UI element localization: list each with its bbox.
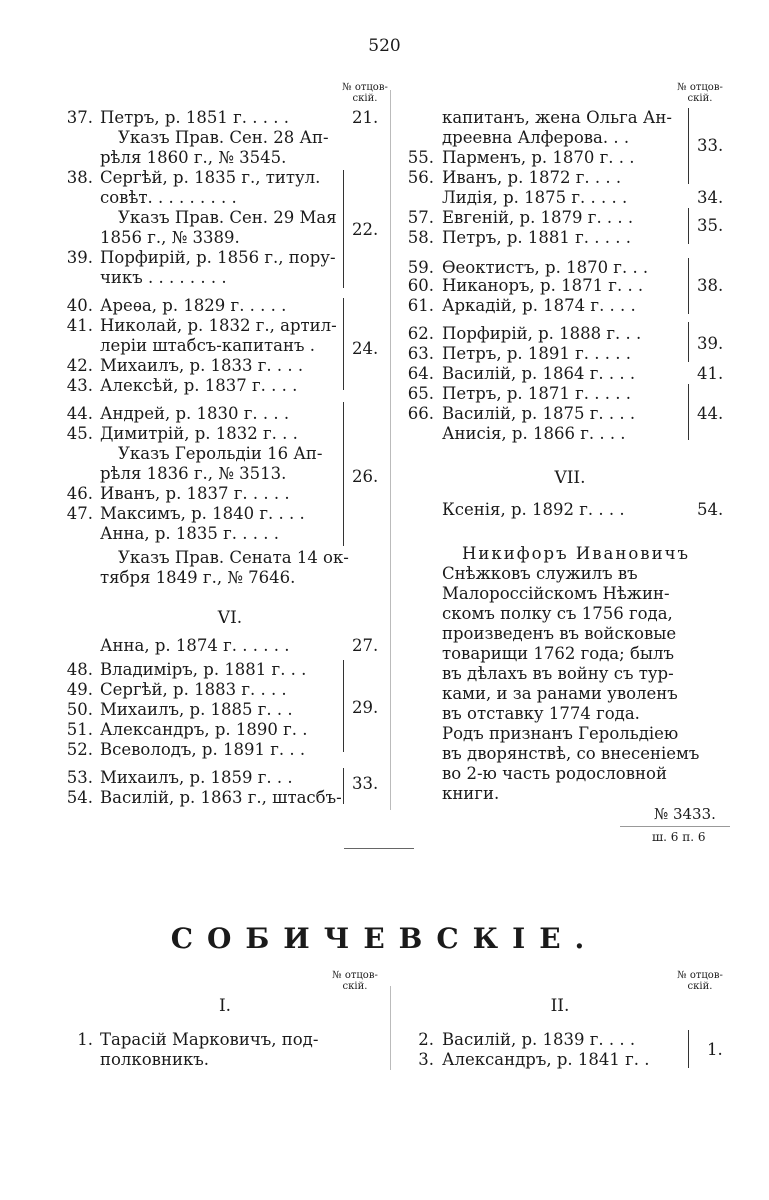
narrative-line: произведенъ въ войсковые <box>442 624 677 643</box>
entry-text: Ѳеоктистъ, р. 1870 г. . . <box>442 258 649 277</box>
entry-text: полковникъ. <box>100 1050 209 1069</box>
entry-text: Сергѣй, р. 1883 г. . . . <box>100 680 287 699</box>
column-header-sob-right: № отцов-скій. <box>677 970 723 992</box>
ref-44: 44. <box>697 404 724 423</box>
entry-number: 54. <box>66 788 93 807</box>
entry-text: Иванъ, р. 1872 г. . . . <box>442 168 622 187</box>
entry-text: Петръ, р. 1881 г. . . . . <box>442 228 631 247</box>
entry-text: Василій, р. 1839 г. . . . <box>442 1030 636 1049</box>
entry-number: 62. <box>407 324 434 343</box>
entry-text: совѣт. . . . . . . . . <box>100 188 237 207</box>
entry-number: 49. <box>66 680 93 699</box>
entry-text: рѣля 1860 г., № 3545. <box>100 148 287 167</box>
entry-number: 64. <box>407 364 434 383</box>
entry-text: Указъ Герольдіи 16 Ап- <box>118 444 323 463</box>
narrative <box>442 544 714 804</box>
entry-number: 44. <box>66 404 93 423</box>
brace-39 <box>688 322 689 362</box>
document-number: № 3433. <box>654 805 716 823</box>
entry-number: 1. <box>77 1030 93 1049</box>
entry-text: Ареѳа, р. 1829 г. . . . . <box>100 296 287 315</box>
narrative-line: въ отставку 1774 года. <box>442 704 640 723</box>
narrative-line: ками, и за ранами уволенъ <box>442 684 678 703</box>
brace-44 <box>688 384 689 440</box>
brace-sob-1 <box>688 1030 689 1068</box>
column-header-left: № отцов-скій. <box>342 82 388 104</box>
entry-text: Андрей, р. 1830 г. . . . <box>100 404 290 423</box>
entry-number: 46. <box>66 484 93 503</box>
entry-number: 2. <box>418 1030 434 1049</box>
entry-text: Указъ Прав. Сен. 29 Мая <box>118 208 337 227</box>
entry-number: 57. <box>407 208 434 227</box>
ref-22: 22. <box>352 220 379 239</box>
brace-33-right <box>688 108 689 184</box>
entry-text: дреевна Алферова. . . <box>442 128 630 147</box>
entry-text: тября 1849 г., № 7646. <box>100 568 296 587</box>
entry-text: Алексѣй, р. 1837 г. . . . <box>100 376 298 395</box>
narrative-line: Никифоръ Ивановичъ <box>462 544 690 563</box>
entry-text: Аркадій, р. 1874 г. . . . <box>442 296 636 315</box>
entry-number: 38. <box>66 168 93 187</box>
ref-33-right: 33. <box>697 136 724 155</box>
entry-text: Анна, р. 1835 г. . . . . <box>100 524 279 543</box>
entry-text: Василій, р. 1863 г., штасбъ- <box>100 788 342 807</box>
entry-number: 3. <box>418 1050 434 1069</box>
ref-24: 24. <box>352 339 379 358</box>
section-vii: VII. <box>554 468 586 488</box>
entry-number: 48. <box>66 660 93 679</box>
entry-number: 42. <box>66 356 93 375</box>
entry-text: Петръ, р. 1851 г. . . . . <box>100 108 289 127</box>
entry-ref: 34. <box>697 188 724 207</box>
entry-text: Указъ Прав. Сен. 28 Ап- <box>118 128 329 147</box>
brace-33-left <box>343 768 344 804</box>
entry-text: Владиміръ, р. 1881 г. . . <box>100 660 307 679</box>
narrative-line: скомъ полку съ 1756 года, <box>442 604 673 623</box>
entry-text: Порфирій, р. 1888 г. . . <box>442 324 642 343</box>
entry-text: Петръ, р. 1891 г. . . . . <box>442 344 631 363</box>
vii-entry <box>442 500 625 520</box>
column-header-right: № отцов-скій. <box>677 82 723 104</box>
entry-number: 51. <box>66 720 93 739</box>
entry-number: 59. <box>407 258 434 277</box>
brace-35 <box>688 208 689 244</box>
vii-entry-ref: 54. <box>697 500 724 519</box>
entry-text: Никаноръ, р. 1871 г. . . <box>442 276 644 295</box>
entry-text: Михаилъ, р. 1833 г. . . . <box>100 356 304 375</box>
entry-text: Михаилъ, р. 1885 г. . . <box>100 700 293 719</box>
narrative-line: Снѣжковъ служилъ въ <box>442 564 638 583</box>
entry-text: Сергѣй, р. 1835 г., титул. <box>100 168 321 187</box>
entry-text: Порфирій, р. 1856 г., пору- <box>100 248 336 267</box>
section-ii: II. <box>550 996 570 1016</box>
brace-29 <box>343 660 344 752</box>
entry-text: Максимъ, р. 1840 г. . . . <box>100 504 305 523</box>
column-divider <box>390 90 391 810</box>
brace-26 <box>343 402 344 546</box>
entry-text: Александръ, р. 1890 г. . <box>100 720 308 739</box>
entry-number: 60. <box>407 276 434 295</box>
narrative-line: товарищи 1762 года; былъ <box>442 644 674 663</box>
entry-number: 43. <box>66 376 93 395</box>
narrative-line: книги. <box>442 784 500 803</box>
entry-text: Михаилъ, р. 1859 г. . . <box>100 768 293 787</box>
entry-number: 50. <box>66 700 93 719</box>
entry-text: Анна, р. 1874 г. . . . . . <box>100 636 290 655</box>
entry-text: капитанъ, жена Ольга Ан- <box>442 108 672 127</box>
entry-number: 39. <box>66 248 93 267</box>
column-header-sob-left: № отцов-скій. <box>332 970 378 992</box>
entry-number: 63. <box>407 344 434 363</box>
ref-29: 29. <box>352 698 379 717</box>
brace-22 <box>343 170 344 288</box>
entry-number: 40. <box>66 296 93 315</box>
narrative-line: во 2-ю часть родословной <box>442 764 667 783</box>
entry-number: 55. <box>407 148 434 167</box>
entry-text: Николай, р. 1832 г., артил- <box>100 316 337 335</box>
entry-text: Евгеній, р. 1879 г. . . . <box>442 208 634 227</box>
entry-number: 56. <box>407 168 434 187</box>
entry-text: Иванъ, р. 1837 г. . . . . <box>100 484 290 503</box>
family-title: СОБИЧЕВСКІЕ. <box>170 922 599 955</box>
entry-ref: 27. <box>352 636 379 655</box>
ref-33-left: 33. <box>352 774 379 793</box>
entry-number: 45. <box>66 424 93 443</box>
entry-text: Анисія, р. 1866 г. . . . <box>442 424 626 443</box>
shelf-rule <box>620 826 730 827</box>
ref-sob-1: 1. <box>707 1040 723 1059</box>
entry-text: Василій, р. 1875 г. . . . <box>442 404 636 423</box>
narrative-line: въ дворянствѣ, со внесеніемъ <box>442 744 700 763</box>
ref-38: 38. <box>697 276 724 295</box>
entry-text: Тарасій Марковичъ, под- <box>100 1030 319 1049</box>
entry-text: Димитрій, р. 1832 г. . . <box>100 424 298 443</box>
entry-number: 52. <box>66 740 93 759</box>
section-i: I. <box>218 996 232 1016</box>
ref-35: 35. <box>697 216 724 235</box>
entry-text: леріи штабсъ-капитанъ . <box>100 336 315 355</box>
entry-text: Парменъ, р. 1870 г. . . <box>442 148 635 167</box>
entry-text: 1856 г., № 3389. <box>100 228 240 247</box>
entry-number: 41. <box>66 316 93 335</box>
entry-text: Александръ, р. 1841 г. . <box>442 1050 650 1069</box>
brace-38 <box>688 258 689 314</box>
entry-ref: 41. <box>697 364 724 383</box>
entry-number: 37. <box>66 108 93 127</box>
entry-number: 66. <box>407 404 434 423</box>
entry-number: 65. <box>407 384 434 403</box>
ref-39: 39. <box>697 334 724 353</box>
narrative-line: Малороссійскомъ Нѣжин- <box>442 584 670 603</box>
entry-text: Лидія, р. 1875 г. . . . . <box>442 188 628 207</box>
entry-number: 53. <box>66 768 93 787</box>
entry-number: 47. <box>66 504 93 523</box>
entry-number: 58. <box>407 228 434 247</box>
entry-text: Василій, р. 1864 г. . . . <box>442 364 636 383</box>
vii-entry-text: Ксенія, р. 1892 г. . . . <box>442 500 625 519</box>
entry-text: чикъ . . . . . . . . <box>100 268 227 287</box>
entry-text: рѣля 1836 г., № 3513. <box>100 464 287 483</box>
section-vi: VI. <box>217 608 243 628</box>
entry-text: Петръ, р. 1871 г. . . . . <box>442 384 631 403</box>
center-rule <box>344 848 414 849</box>
shelf-mark: ш. 6 п. 6 <box>652 830 706 844</box>
ref-26: 26. <box>352 467 379 486</box>
entry-text: Указъ Прав. Сената 14 ок- <box>118 548 349 567</box>
page-number: 520 <box>368 36 401 56</box>
column-divider-sob <box>390 986 391 1070</box>
entry-text: Всеволодъ, р. 1891 г. . . <box>100 740 306 759</box>
narrative-line: Родъ признанъ Герольдіею <box>442 724 679 743</box>
brace-24 <box>343 298 344 390</box>
narrative-line: въ дѣлахъ въ войну съ тур- <box>442 664 674 683</box>
entry-ref: 21. <box>352 108 379 127</box>
entry-number: 61. <box>407 296 434 315</box>
